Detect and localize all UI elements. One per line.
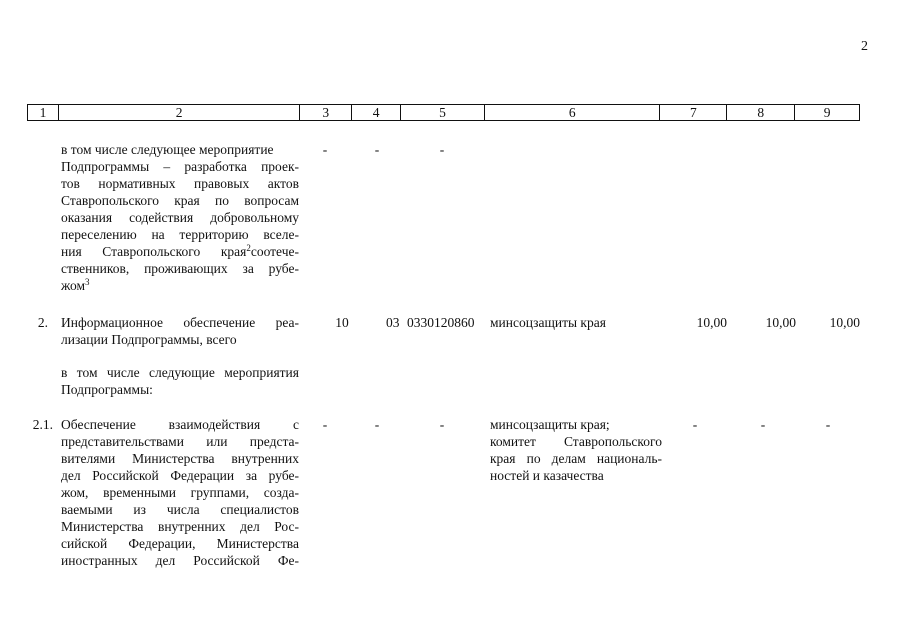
row21-col5: - (439, 417, 445, 432)
row2-col6: минсоцзащиты края (490, 315, 606, 330)
row2-col7: 10,00 (696, 315, 727, 330)
text-line: оказания содействия добровольному (61, 210, 299, 225)
text-line: сийской Федерации, Министерства (61, 536, 299, 551)
text-line: представительствами или предста- (61, 434, 299, 449)
text-line: вителями Министерства внутренних (61, 451, 299, 466)
row21-col8: - (760, 417, 766, 432)
block1-col3: - (322, 142, 328, 157)
text-line: Подпрограммы: (61, 382, 153, 397)
text-line: в том числе следующие мероприятия (61, 365, 299, 380)
row2-col5: 0330120860 (407, 315, 475, 330)
block1-col5: - (439, 142, 445, 157)
text-line: тов нормативных правовых актов (61, 176, 299, 191)
header-col-3: 3 (300, 105, 352, 120)
row21-col6 (490, 416, 662, 484)
text-line: Подпрограммы – разработка проек- (61, 159, 299, 174)
text-line: ваемыми из числа специалистов (61, 502, 299, 517)
header-col-1: 1 (28, 105, 59, 120)
row21-col7: - (692, 417, 698, 432)
text-line: жом$^3$ (61, 277, 90, 293)
text-line: Ставропольского края по вопросам (61, 193, 299, 208)
block1-text (61, 141, 299, 294)
page-number: 2 (861, 39, 868, 54)
text-segment: соотече- (250, 244, 299, 259)
text-line: жом, временными группами, созда- (61, 485, 299, 500)
text-line: ностей и казачества (490, 468, 604, 483)
row21-col3: - (322, 417, 328, 432)
text-line: переселению на территорию вселе- (61, 227, 299, 242)
row21-col9: - (825, 417, 831, 432)
row2-col4: 03 (386, 315, 400, 330)
text-line: иностранных дел Российской Фе- (61, 553, 299, 568)
text-line: Информационное обеспечение реа- (61, 315, 299, 330)
text-segment: ния Ставропольского края$^2$ (61, 243, 251, 259)
header-col-8: 8 (727, 105, 795, 120)
footnote-mark: 3 (85, 277, 90, 287)
text-line: ственников, проживающих за рубе- (61, 261, 299, 276)
header-col-9: 9 (823, 105, 831, 120)
row2-sub-text (61, 364, 299, 398)
row2-col3: 10 (335, 315, 349, 330)
text-line: минсоцзащиты края; (490, 417, 610, 432)
row21-col4: - (374, 417, 380, 432)
text-line (61, 243, 299, 260)
text-line: лизации Подпрограммы, всего (61, 332, 237, 347)
row2-col9: 10,00 (829, 315, 860, 330)
row2-col8: 10,00 (765, 315, 796, 330)
table-header (27, 104, 860, 121)
header-col-2: 2 (59, 105, 300, 120)
text-line: дел Российской Федерации за рубе- (61, 468, 299, 483)
header-col-4: 4 (352, 105, 401, 120)
header-col-5: 5 (401, 105, 485, 120)
block1-col4: - (374, 142, 380, 157)
text-line: Обеспечение взаимодействия с (61, 417, 299, 432)
text-line: Министерства внутренних дел Рос- (61, 519, 299, 534)
row21-number: 2.1. (32, 417, 53, 432)
row2-text (61, 314, 299, 348)
row21-text (61, 416, 299, 569)
text-line: в том числе следующее мероприятие (61, 142, 274, 157)
footnote-mark: 2 (246, 243, 251, 253)
text-line: края по делам националь- (490, 451, 662, 466)
header-col-7: 7 (660, 105, 727, 120)
row2-number: 2. (37, 315, 48, 330)
text-line: комитет Ставропольского (490, 434, 662, 449)
header-col-6: 6 (485, 105, 661, 120)
